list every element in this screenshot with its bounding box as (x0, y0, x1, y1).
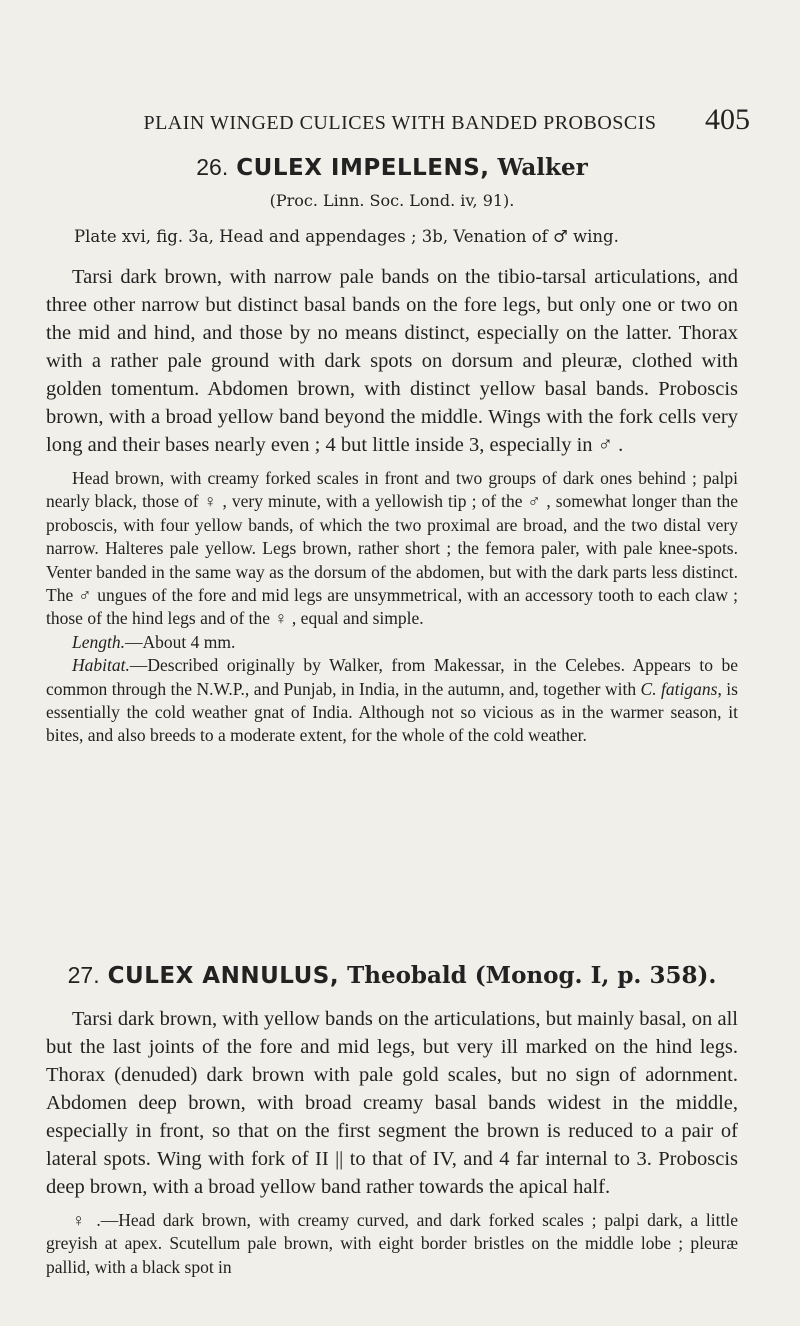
habitat-species: C. fatigans (640, 678, 718, 699)
length-paragraph (46, 631, 738, 654)
species-reference: (Proc. Linn. Soc. Lond. iv, 91). (269, 191, 515, 210)
plate-caption: Plate xvi, fig. 3a, Head and appendages ; 3b, Venation of ♂ wing. (74, 227, 619, 246)
description-paragraph: Head brown, with creamy forked scales in front and two groups of dark ones behind ; palpi nearly black, those of ♀ , very minute, with a yellowish tip ; of the ♂ , somewhat longer than the proboscis, with four yellow bands, of which the two proximal are broad, and the two distal very narrow. Halteres pale yellow. Legs brown, rather short ; the femora paler, with pale knee-spots. Venter banded in the same way as the dorsum of the abdomen, but with the dark parts less distinct. The ♂ ungues of the fore and mid legs are unsymmetrical, with an accessory tooth to each claw ; those of the hind legs and of the ♀ , equal and simple. (46, 468, 738, 629)
diagnosis-paragraph: Tarsi dark brown, with narrow pale bands on the tibio-tarsal articulations, and three other narrow but distinct basal bands on the fore legs, but only one or two on the mid and hind, and those by no means distinct, especially on the latter. Thorax with a rather pale ground with dark spots on dorsum and pleuræ, clothed with golden tomentum. Abdomen brown, with distinct yellow basal bands. Proboscis brown, with a broad yellow band beyond the middle. Wings with the fork cells very long and their bases nearly even ; 4 but little inside 3, especially in ♂ . (46, 266, 738, 456)
species-heading (46, 960, 738, 991)
running-title: PLAIN WINGED CULICES WITH BANDED PROBOSCIS (143, 112, 657, 134)
habitat-paragraph (46, 654, 738, 748)
species-author: Walker (497, 154, 588, 181)
species-section-26 (46, 152, 738, 748)
habitat-text-1: —Described originally by Walker, from Makessar, in the Celebes. Appears to be common through the N.W.P., and Punjab, in India, in the autumn, and, together with (46, 655, 738, 699)
length-label: Length. (72, 631, 125, 652)
species-section-27 (46, 960, 738, 1279)
running-head (0, 104, 800, 140)
diagnosis-paragraph: Tarsi dark brown, with yellow bands on the articulations, but mainly basal, on all but the last joints of the fore and mid legs, but very ill marked on the hind legs. Thorax (denuded) dark brown with pale gold scales, but no sign of adornment. Abdomen deep brown, with broad creamy basal bands widest in the middle, especially in front, so that on the first segment the brown is reduced to a pair of lateral spots. Wing with fork of II || to that of IV, and 4 far internal to 3. Proboscis deep brown, with a broad yellow band rather towards the apical half. (46, 1008, 738, 1198)
page-number: 405 (705, 103, 750, 136)
species-name: CULEX ANNULUS, (107, 963, 340, 989)
length-text: —About 4 mm. (125, 631, 236, 652)
species-author: Theobald (Monog. I, p. 358). (347, 962, 717, 989)
habitat-label: Habitat. (72, 655, 130, 676)
species-number: 27. (67, 962, 100, 988)
description-paragraph: ♀ .—Head dark brown, with creamy curved, and dark forked scales ; palpi dark, a little greyish at apex. Scutellum pale brown, with eight border bristles on the middle lobe ; pleuræ pallid, with a black spot in (46, 1210, 738, 1277)
species-number: 26. (196, 154, 229, 180)
species-heading (46, 152, 738, 183)
species-name: CULEX IMPELLENS, (236, 155, 490, 181)
habitat-text-2: , is essentially the cold weather gnat of India. Although not so vicious as in the warmer season, it bites, and also breeds to a moderate extent, for the whole of the cold weather. (46, 678, 738, 746)
